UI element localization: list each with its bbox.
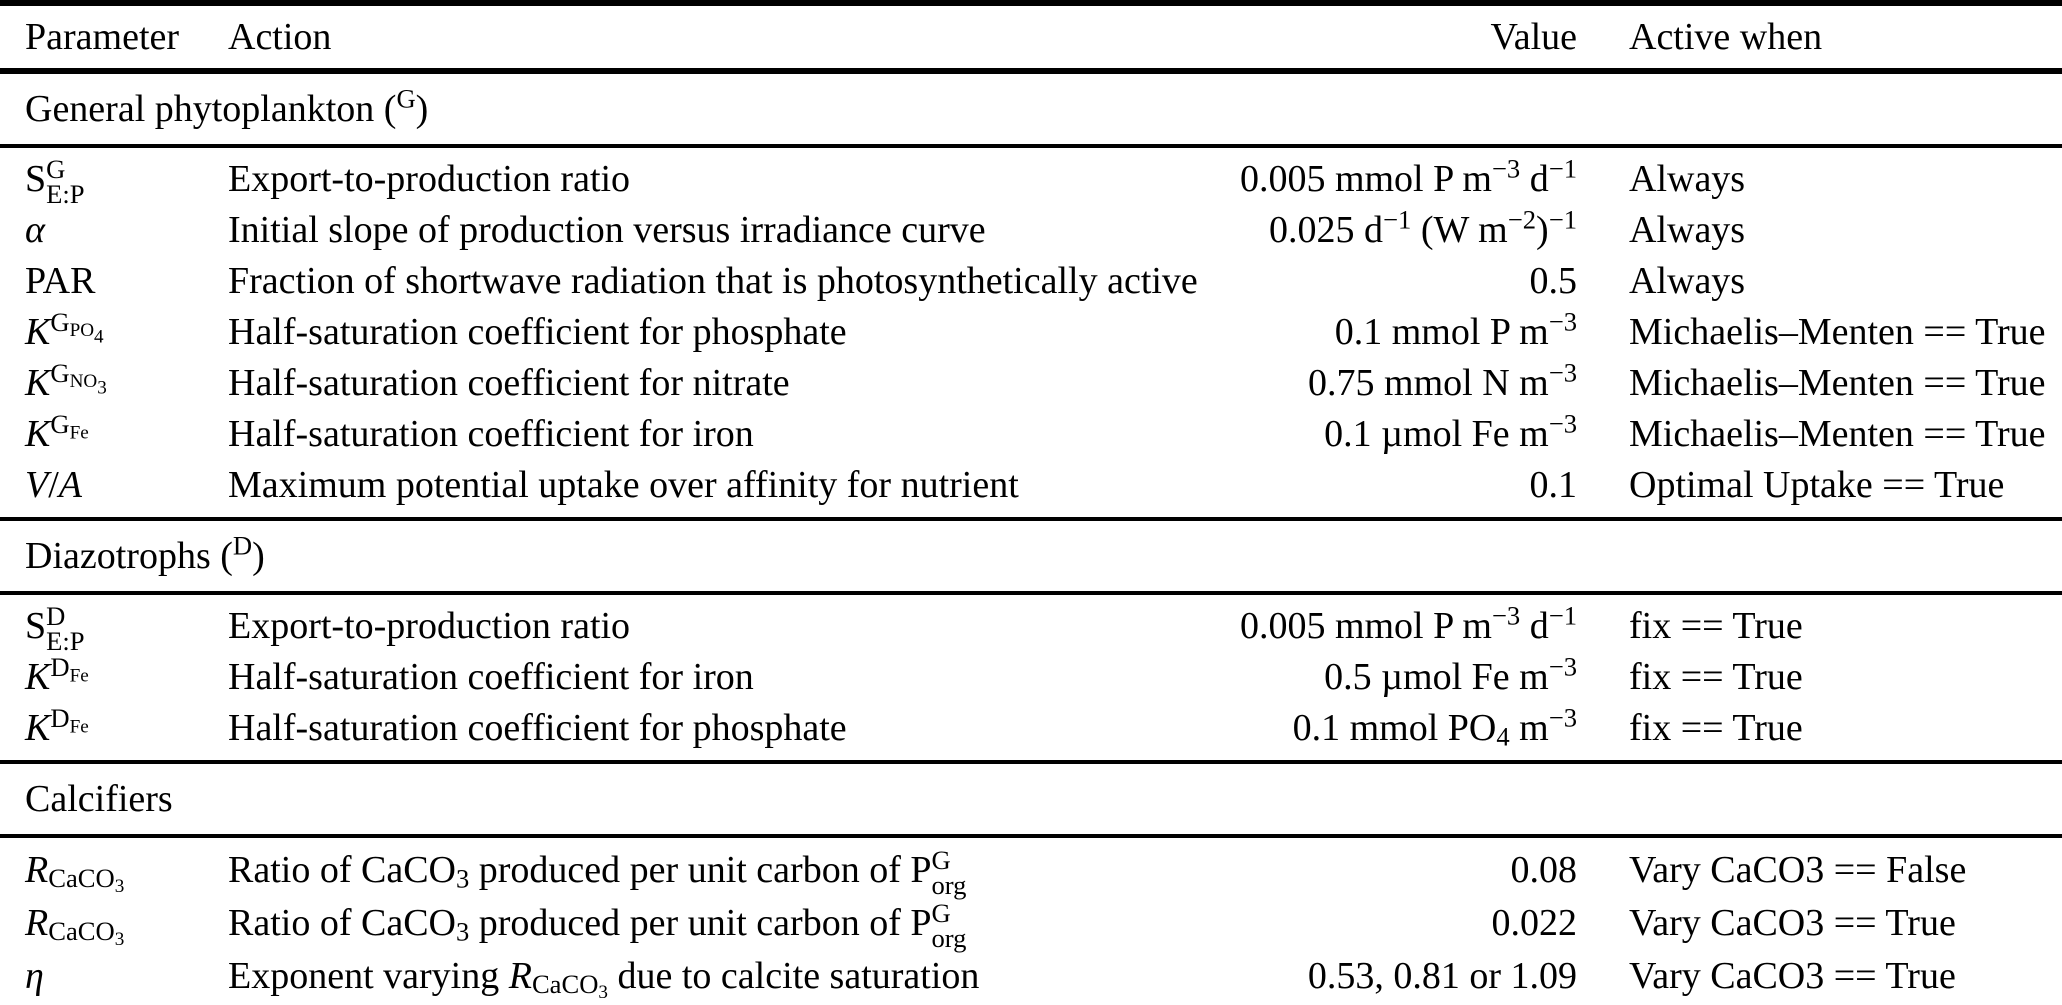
table-row [0,844,2062,900]
table-header [0,6,2062,68]
cell-value: 0.5 µmol Fe $m^{-3}$ [1324,651,1577,698]
column-header-value: Value [1490,16,1577,58]
table-row [0,600,2062,656]
table-row [0,153,2062,209]
cell-active-when: fix == True [1629,707,1803,749]
section-title: General phytoplankton ($^G$) [25,83,429,130]
section-title: Calcifiers [25,778,173,820]
cell-parameter: S D E:P [25,601,85,656]
table-row [0,358,2062,409]
cell-parameter: $R_{CaCO_3}$ [25,849,125,898]
cell-action: Export-to-production ratio [228,605,631,647]
table-row [0,950,2062,1003]
table-section [0,521,2062,764]
table-row [0,460,2062,511]
cell-parameter: $K^{D_{Fe}}$ [25,651,89,698]
cell-active-when: Michaelis–Menten == True [1629,413,2046,455]
table-row [0,256,2062,307]
cell-active-when: Vary CaCO3 == False [1629,849,1967,891]
cell-parameter: α [25,209,45,251]
cell-value: 0.005 mmol P $m^{-3}$ $d^{-1}$ [1239,153,1577,200]
cell-action: Maximum potential uptake over affinity for nutrient [228,464,1019,506]
cell-value: 0.1 mmol P $m^{-3}$ [1334,306,1577,353]
table-row [0,897,2062,953]
cell-parameter: $K^{G_{PO4}}$ [25,306,104,353]
cell-parameter: $R_{CaCO_3}$ [25,902,125,951]
cell-active-when: Always [1629,260,1746,302]
column-header-parameter: Parameter [25,16,180,58]
cell-action: Fraction of shortwave radiation that is photosynthetically active [228,260,1198,302]
cell-active-when: Always [1629,209,1746,251]
cell-active-when: Vary CaCO3 == True [1629,955,1956,997]
table-section [0,74,2062,521]
cell-active-when: fix == True [1629,656,1803,698]
cell-parameter: $K^{G_{Fe}}$ [25,408,89,455]
table-body [0,74,2062,1005]
section-rows [0,838,2062,1005]
cell-action: Export-to-production ratio [228,158,631,200]
table-row [0,205,2062,256]
cell-action: Half-saturation coefficient for phosphate [228,707,847,749]
cell-value: 0.08 [1510,849,1577,891]
section-rows [0,595,2062,760]
column-header-active-when: Active when [1629,16,1823,58]
cell-value: 0.1 [1529,464,1577,506]
cell-value: 0.1 mmol $PO_4$ $m^{-3}$ [1292,702,1577,752]
cell-parameter: η [25,955,44,997]
section-rows [0,148,2062,517]
cell-action: Ratio of CaCO$_3$ produced per unit carbon of P G org [228,898,967,953]
cell-value: 0.5 [1529,260,1577,302]
column-header-action: Action [228,16,332,58]
table-row [0,652,2062,703]
cell-action: Half-saturation coefficient for nitrate [228,362,790,404]
cell-active-when: Vary CaCO3 == True [1629,902,1956,944]
cell-active-when: Always [1629,158,1746,200]
cell-parameter: PAR [25,260,96,302]
cell-parameter: S G E:P [25,154,85,209]
section-title: Diazotrophs ($^D$) [25,530,265,577]
cell-action: Exponent varying $R_{CaCO_3}$ due to calcite saturation [228,955,980,1004]
cell-action: Initial slope of production versus irradiance curve [228,209,986,251]
cell-value: 0.75 mmol N $m^{-3}$ [1308,357,1577,404]
cell-action: Half-saturation coefficient for iron [228,413,754,455]
table-row [0,703,2062,754]
cell-value: 0.025 $d^{-1}$ (W $m^{-2})^{-1}$ [1269,204,1577,251]
cell-value: 0.005 mmol P $m^{-3}$ $d^{-1}$ [1239,600,1577,647]
cell-value: 0.1 µmol Fe $m^{-3}$ [1324,408,1577,455]
cell-active-when: Optimal Uptake == True [1629,464,2005,506]
cell-action: Half-saturation coefficient for iron [228,656,754,698]
cell-action: Ratio of CaCO$_3$ produced per unit carbon of P G org [228,845,967,900]
cell-active-when: Michaelis–Menten == True [1629,362,2046,404]
cell-parameter: V/A [25,464,82,506]
cell-parameter: $K^{D_{Fe}}$ [25,702,89,749]
cell-value: 0.53, 0.81 or 1.09 [1307,955,1577,997]
cell-value: 0.022 [1491,902,1577,944]
table-row [0,409,2062,460]
cell-active-when: Michaelis–Menten == True [1629,311,2046,353]
table-row [0,307,2062,358]
table-section [0,764,2062,1005]
cell-action: Half-saturation coefficient for phosphate [228,311,847,353]
cell-active-when: fix == True [1629,605,1803,647]
cell-parameter: $K^{G_{NO3}}$ [25,357,107,404]
